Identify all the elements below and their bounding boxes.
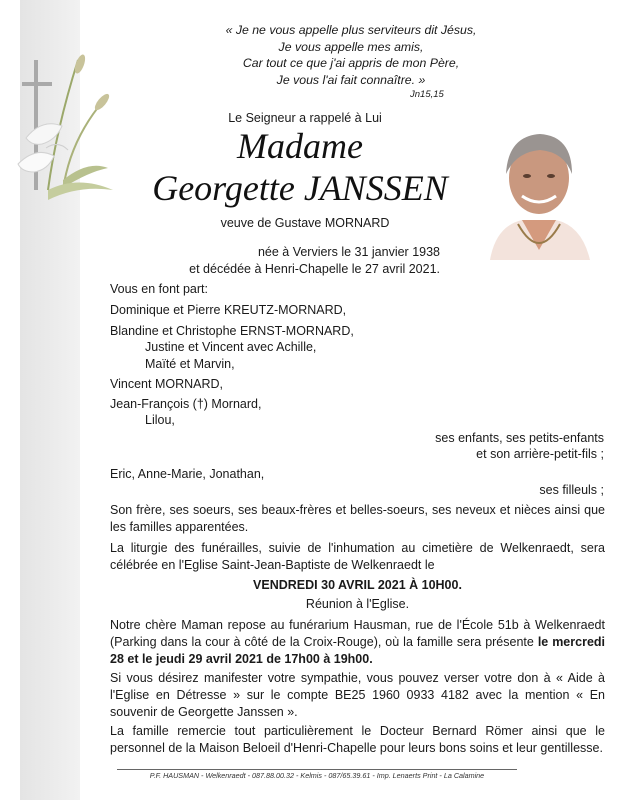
family-line: Vincent MORNARD, <box>110 377 223 391</box>
funeral-home-text: Notre chère Maman repose au funérarium Hausman, rue de l'École 51b à Welkenraedt (Parking dans la cour à côté de la Croix-Rouge), où la famille sera présente <box>110 618 605 649</box>
funeral-home-paragraph <box>110 617 605 668</box>
quote-line: Car tout ce que j'ai appris de mon Père, <box>242 56 460 70</box>
deceased-name: Georgette JANSSEN <box>152 168 448 208</box>
family-line: Eric, Anne-Marie, Jonathan, <box>110 467 265 481</box>
family-relation: et son arrière-petit-fils ; <box>476 447 604 461</box>
meeting-line: Réunion à l'Eglise. <box>305 597 410 611</box>
family-line: Jean-François (†) Mornard, <box>110 397 262 411</box>
quote-line: Je vous appelle mes amis, <box>278 39 424 54</box>
visiting-hours: le mercredi 28 et le jeudi 29 avril 2021 de 17h00 à 19h00. <box>110 635 606 666</box>
service-date: VENDREDI 30 AVRIL 2021 À 10H00. <box>253 578 462 592</box>
quote-line: Je vous l'ai fait connaître. » <box>276 72 426 87</box>
portrait-photo <box>482 122 596 260</box>
family-line: Maïté et Marvin, <box>145 357 235 371</box>
footer-credits: P.F. HAUSMAN - Welkenraedt - 087.88.00.32 - Kelmis - 087/65.39.61 - Imp. Lenaerts Print - La Calamine <box>149 771 485 780</box>
widow-line: veuve de Gustave MORNARD <box>220 216 390 230</box>
footer-divider <box>117 769 517 770</box>
bible-quote <box>206 22 496 88</box>
liturgy-paragraph: La liturgie des funérailles, suivie de l'inhumation au cimetière de Welkenraedt, sera célébrée en l'Eglise Saint-Jean-Baptiste de Welkenraedt le <box>110 541 605 572</box>
siblings-paragraph: Son frère, ses soeurs, ses beaux-frères et belles-soeurs, ses neveux et nièces ainsi que les familles apparentées. <box>110 503 605 534</box>
family-relation: ses enfants, ses petits-enfants <box>435 431 604 445</box>
quote-reference: Jn15,15 <box>410 89 444 100</box>
birth-death-dates <box>120 244 440 278</box>
family-line: Dominique et Pierre KREUTZ-MORNARD, <box>110 303 347 317</box>
family-line: Lilou, <box>145 413 175 427</box>
family-line: Justine et Vincent avec Achille, <box>145 340 317 354</box>
quote-line: « Je ne vous appelle plus serviteurs dit Jésus, <box>225 23 477 37</box>
intro-text: Le Seigneur a rappelé à Lui <box>228 111 382 125</box>
death-line: et décédée à Henri-Chapelle le 27 avril 2021. <box>189 262 440 276</box>
family-relation: ses filleuls ; <box>539 483 604 497</box>
birth-line: née à Verviers le 31 janvier 1938 <box>257 245 440 259</box>
title-honorific: Madame <box>237 126 363 166</box>
family-intro: Vous en font part: <box>110 282 208 296</box>
thanks-paragraph: La famille remercie tout particulièrement le Docteur Bernard Römer ainsi que le personnel de la Maison Beloeil d'Henri-Chapelle pour leurs bons soins et leur gentillesse. <box>110 724 605 755</box>
donation-paragraph: Si vous désirez manifester votre sympathie, vous pouvez verser votre don à « Aide à l'Eglise en Détresse » sur le compte BE25 1960 0933 4182 avec la mention « En souvenir de Georgette Janssen ». <box>110 671 605 719</box>
family-line: Blandine et Christophe ERNST-MORNARD, <box>110 324 354 338</box>
lily-cross-icon <box>8 40 118 220</box>
